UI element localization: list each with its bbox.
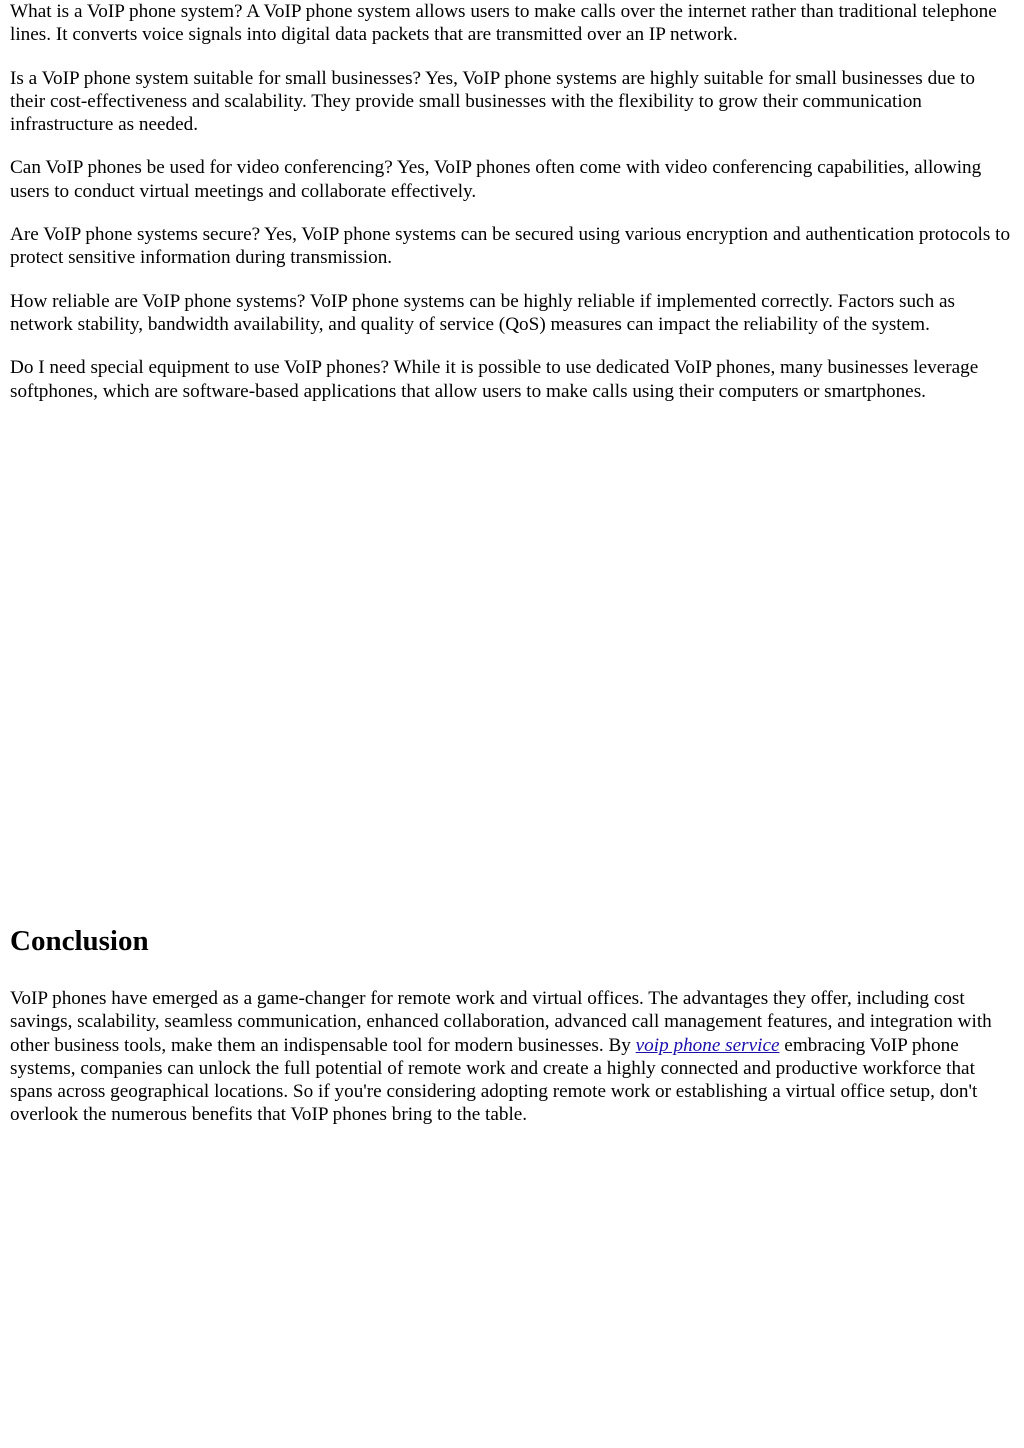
faq-paragraph: Is a VoIP phone system suitable for small businesses? Yes, VoIP phone systems are highly suitable for small businesses due to their cost-effectiveness and scalability. They provide small businesses with the flexibility to grow their communication infrastructure as needed.	[10, 67, 975, 136]
faq-paragraph: What is a VoIP phone system? A VoIP phone system allows users to make calls over the internet rather than traditional telephone lines. It converts voice signals into digital data packets that are transmitted over an IP network.	[10, 1, 997, 46]
faq-paragraph: Can VoIP phones be used for video conferencing? Yes, VoIP phones often come with video conferencing capabilities, allowing users to conduct virtual meetings and collaborate effectively.	[10, 157, 982, 202]
faq-paragraph: Are VoIP phone systems secure? Yes, VoIP phone systems can be secured using various encryption and authentication protocols to protect sensitive information during transmission.	[10, 224, 1011, 269]
faq-paragraph: How reliable are VoIP phone systems? VoIP phone systems can be highly reliable if implemented correctly. Factors such as network stability, bandwidth availability, and quality of service (QoS) measures can impact the reliability of the system.	[10, 290, 955, 335]
conclusion-text-before-link: VoIP phones have emerged as a game-changer for remote work and virtual offices. The advantages they offer, including cost savings, scalability, seamless communication, enhanced collaboration, advanced call management features, and integration with other business tools, make them an indispensable tool for modern businesses. By	[10, 988, 992, 1056]
voip-phone-service-link[interactable]: voip phone service	[635, 1034, 780, 1056]
conclusion-paragraph	[10, 987, 1014, 1127]
conclusion-section	[10, 923, 1014, 1127]
conclusion-heading: Conclusion	[10, 925, 149, 957]
faq-section	[10, 0, 1014, 423]
faq-paragraph: Do I need special equipment to use VoIP phones? While it is possible to use dedicated VoIP phones, many businesses leverage softphones, which are software-based applications that allow users to make calls using their computers or smartphones.	[10, 357, 979, 402]
conclusion-text-after-link: embracing VoIP phone systems, companies can unlock the full potential of remote work and create a highly connected and productive workforce that spans across geographical locations. So if you're considering adopting remote work or establishing a virtual office setup, don't overlook the numerous benefits that VoIP phones bring to the table.	[10, 1034, 978, 1126]
